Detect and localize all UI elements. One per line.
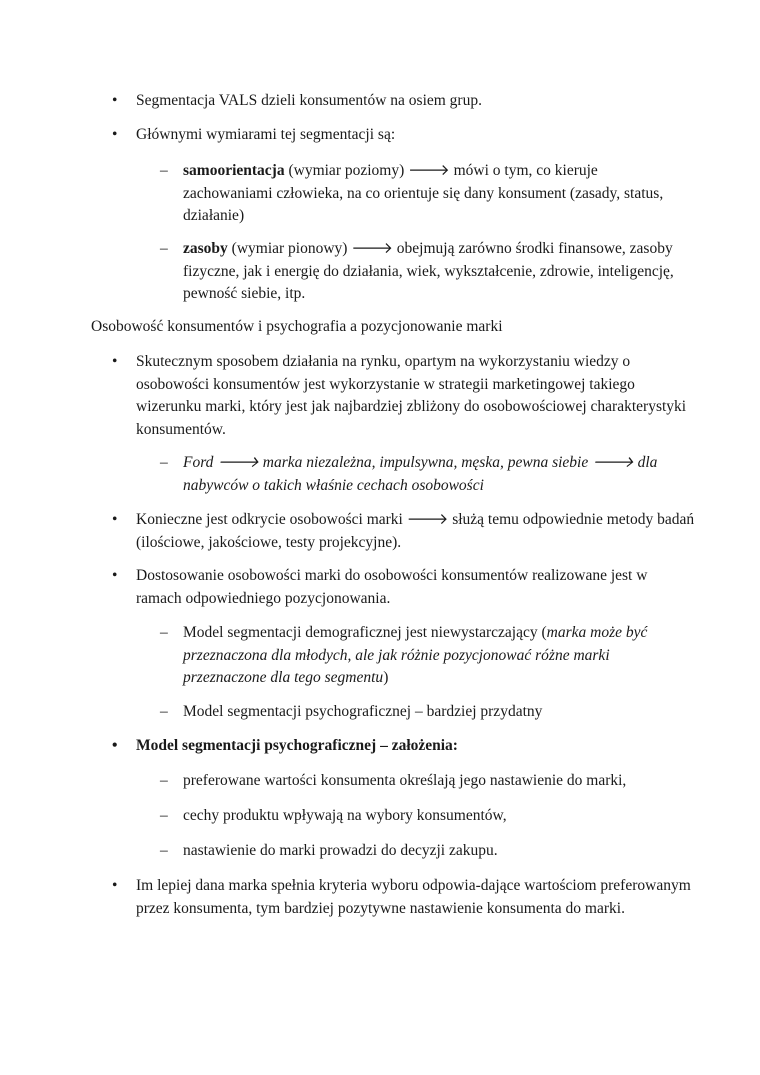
dash-marker: –: [160, 772, 168, 789]
dash-marker: –: [160, 624, 168, 641]
bullet-marker: •: [112, 92, 118, 109]
bullet-marker: •: [112, 511, 118, 528]
dash-marker: –: [160, 454, 168, 471]
dash-marker: –: [160, 162, 168, 179]
bullet-text-model-assumptions: Model segmentacji psychograficznej – założenia:: [136, 737, 458, 754]
subitem-ford-example: Ford 🡒 marka niezależna, impulsywna, męska, pewna siebie 🡒 dla nabywców o takich właśnie cechach osobowości: [183, 454, 658, 494]
subitem-preferred-values: preferowane wartości konsumenta określają jego nastawienie do marki,: [183, 772, 627, 789]
dash-marker: –: [160, 842, 168, 859]
bullet-text-positioning: Dostosowanie osobowości marki do osobowości konsumentów realizowane jest w ramach odpowiedniego pozycjonowania.: [136, 567, 648, 607]
dash-marker: –: [160, 807, 168, 824]
dash-marker: –: [160, 240, 168, 257]
subitem-purchase-decision: nastawienie do marki prowadzi do decyzji zakupu.: [183, 842, 498, 859]
section-heading: Osobowość konsumentów i psychografia a pozycjonowanie marki: [91, 318, 503, 335]
arrow-icon: 🡒: [217, 454, 259, 471]
bullet-marker: •: [112, 877, 118, 894]
bullet-text-vals-groups: Segmentacja VALS dzieli konsumentów na osiem grup.: [136, 92, 482, 109]
arrow-icon: 🡒: [406, 511, 449, 528]
dash-marker: –: [160, 703, 168, 720]
subitem-self-orientation: samoorientacja (wymiar poziomy) 🡒 mówi o tym, co kieruje zachowaniami człowieka, na co orientuje się dany konsument (zasady, status, działanie): [183, 162, 664, 224]
arrow-icon: 🡒: [592, 454, 634, 471]
bullet-text-dimensions: Głównymi wymiarami tej segmentacji są:: [136, 126, 396, 143]
arrow-icon: 🡒: [351, 240, 393, 257]
subitem-demographic-model: Model segmentacji demograficznej jest niewystarczający (marka może być przeznaczona dla młodych, ale jak różnie pozycjonować różne marki przeznaczone dla tego segmentu): [183, 624, 648, 686]
bullet-marker: •: [112, 737, 118, 754]
bullet-text-brand-personality: Konieczne jest odkrycie osobowości marki 🡒 służą temu odpowiednie metody badań (ilościowe, jakościowe, testy projekcyjne).: [136, 511, 695, 551]
bullet-marker: •: [112, 126, 118, 143]
bullet-marker: •: [112, 353, 118, 370]
arrow-icon: 🡒: [408, 162, 450, 179]
bullet-marker: •: [112, 567, 118, 584]
term-self-orientation: samoorientacja: [183, 162, 285, 179]
bullet-text-criteria: Im lepiej dana marka spełnia kryteria wyboru odpowia-dające wartościom preferowanym przez konsumenta, tym bardziej pozytywne nastawienie konsumenta do marki.: [136, 877, 691, 917]
bullet-text-effective-method: Skutecznym sposobem działania na rynku, opartym na wykorzystaniu wiedzy o osobowości konsumentów jest wykorzystanie w strategii marketingowej takiego wizerunku marki, który jest jak najbardziej zbliżony do osobowościowej charakterystyki konsumentów.: [136, 353, 687, 438]
subitem-psychographic-model: Model segmentacji psychograficznej – bardziej przydatny: [183, 703, 543, 720]
subitem-resources: zasoby (wymiar pionowy) 🡒 obejmują zarówno środki finansowe, zasoby fizyczne, jak i energię do działania, wiek, wykształcenie, zdrowie, inteligencję, pewność siebie, itp.: [183, 240, 674, 302]
subitem-product-features: cechy produktu wpływają na wybory konsumentów,: [183, 807, 507, 824]
term-resources: zasoby: [183, 240, 228, 257]
